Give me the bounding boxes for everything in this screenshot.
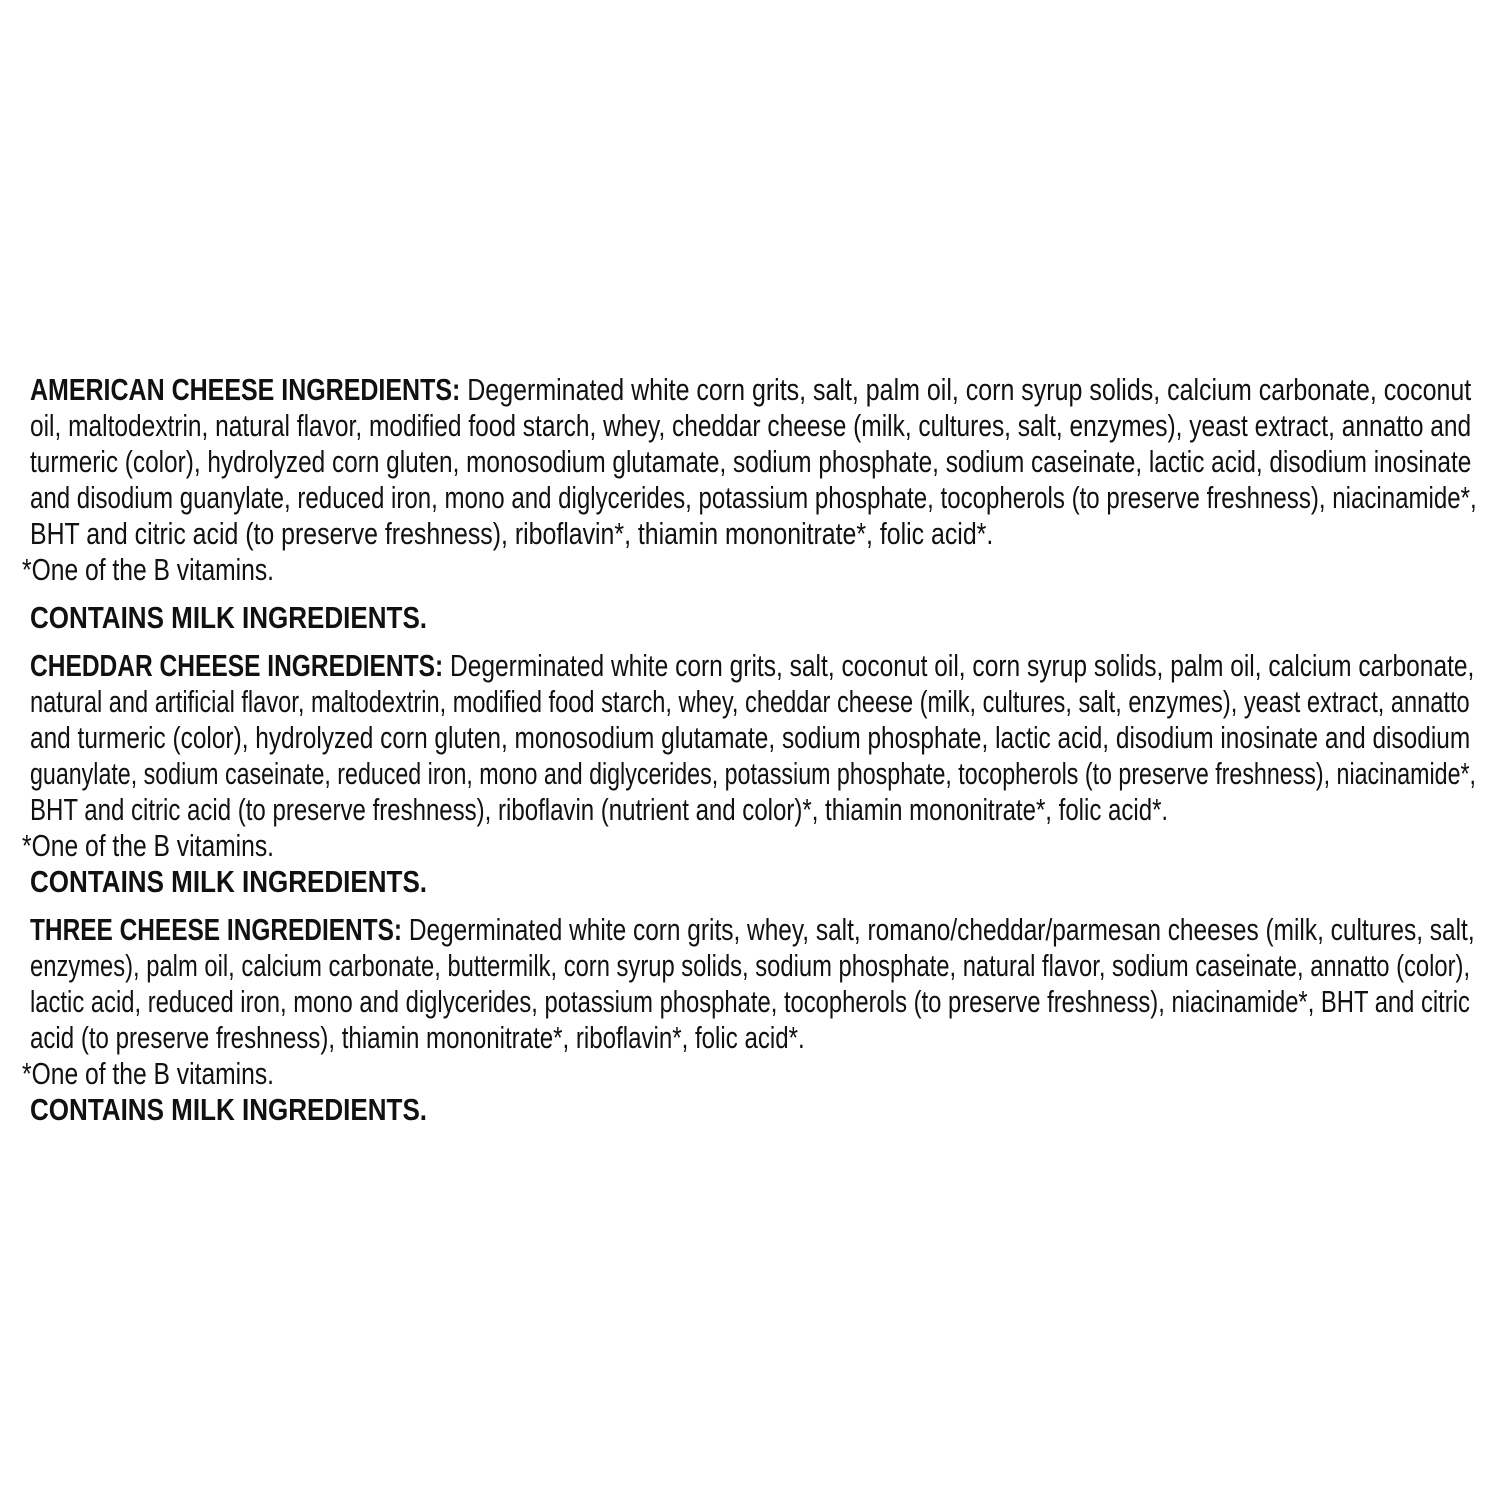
ingredients-first-line [30, 372, 1471, 408]
ingredients-first-line [30, 912, 1475, 948]
ingredients-first-line [30, 648, 1474, 684]
allergen-statement: CONTAINS MILK INGREDIENTS. [30, 864, 428, 899]
ingredients-line: BHT and citric acid (to preserve freshness), riboflavin*, thiamin mononitrate*, folic acid*. [30, 516, 994, 551]
ingredients-line: BHT and citric acid (to preserve freshness), riboflavin (nutrient and color)*, thiamin mononitrate*, folic acid*. [30, 792, 1169, 827]
ingredients-line: and turmeric (color), hydrolyzed corn gluten, monosodium glutamate, sodium phosphate, lactic acid, disodium inosinate and disodium [30, 720, 1471, 755]
section-heading: CHEDDAR CHEESE INGREDIENTS: [30, 648, 444, 683]
vitamin-footnote: *One of the B vitamins. [22, 1056, 275, 1091]
ingredients-line: natural and artificial flavor, maltodextrin, modified food starch, whey, cheddar cheese (milk, cultures, salt, enzymes), yeast extract, annatto [30, 684, 1470, 719]
ingredients-text: Degerminated white corn grits, salt, coconut oil, corn syrup solids, palm oil, calcium carbonate, [449, 648, 1475, 683]
ingredients-text: Degerminated white corn grits, whey, salt, romano/cheddar/parmesan cheeses (milk, cultures, salt, [408, 912, 1475, 947]
ingredients-line: turmeric (color), hydrolyzed corn gluten, monosodium glutamate, sodium phosphate, sodium caseinate, lactic acid, disodium inosinate [30, 444, 1472, 479]
vitamin-footnote: *One of the B vitamins. [22, 552, 275, 587]
ingredients-line: lactic acid, reduced iron, mono and diglycerides, potassium phosphate, tocopherols (to preserve freshness), niacinamide*, BHT and citric [30, 984, 1470, 1019]
ingredients-line: oil, maltodextrin, natural flavor, modified food starch, whey, cheddar cheese (milk, cultures, salt, enzymes), yeast extract, annatto and [30, 408, 1472, 443]
allergen-statement: CONTAINS MILK INGREDIENTS. [30, 600, 428, 635]
section-heading: THREE CHEESE INGREDIENTS: [30, 912, 403, 947]
allergen-statement: CONTAINS MILK INGREDIENTS. [30, 1092, 428, 1127]
ingredients-line: and disodium guanylate, reduced iron, mono and diglycerides, potassium phosphate, tocopherols (to preserve freshness), niacinamide*, [30, 480, 1477, 515]
ingredients-line: guanylate, sodium caseinate, reduced iron, mono and diglycerides, potassium phosphate, tocopherols (to preserve freshness), niacinamide*, [30, 756, 1476, 791]
ingredients-line: enzymes), palm oil, calcium carbonate, buttermilk, corn syrup solids, sodium phosphate, natural flavor, sodium caseinate, annatto (color), [30, 948, 1471, 983]
ingredients-text: Degerminated white corn grits, salt, palm oil, corn syrup solids, calcium carbonate, coconut [467, 372, 1472, 407]
section-heading: AMERICAN CHEESE INGREDIENTS: [30, 372, 461, 407]
vitamin-footnote: *One of the B vitamins. [22, 828, 275, 863]
ingredients-line: acid (to preserve freshness), thiamin mononitrate*, riboflavin*, folic acid*. [30, 1020, 805, 1055]
